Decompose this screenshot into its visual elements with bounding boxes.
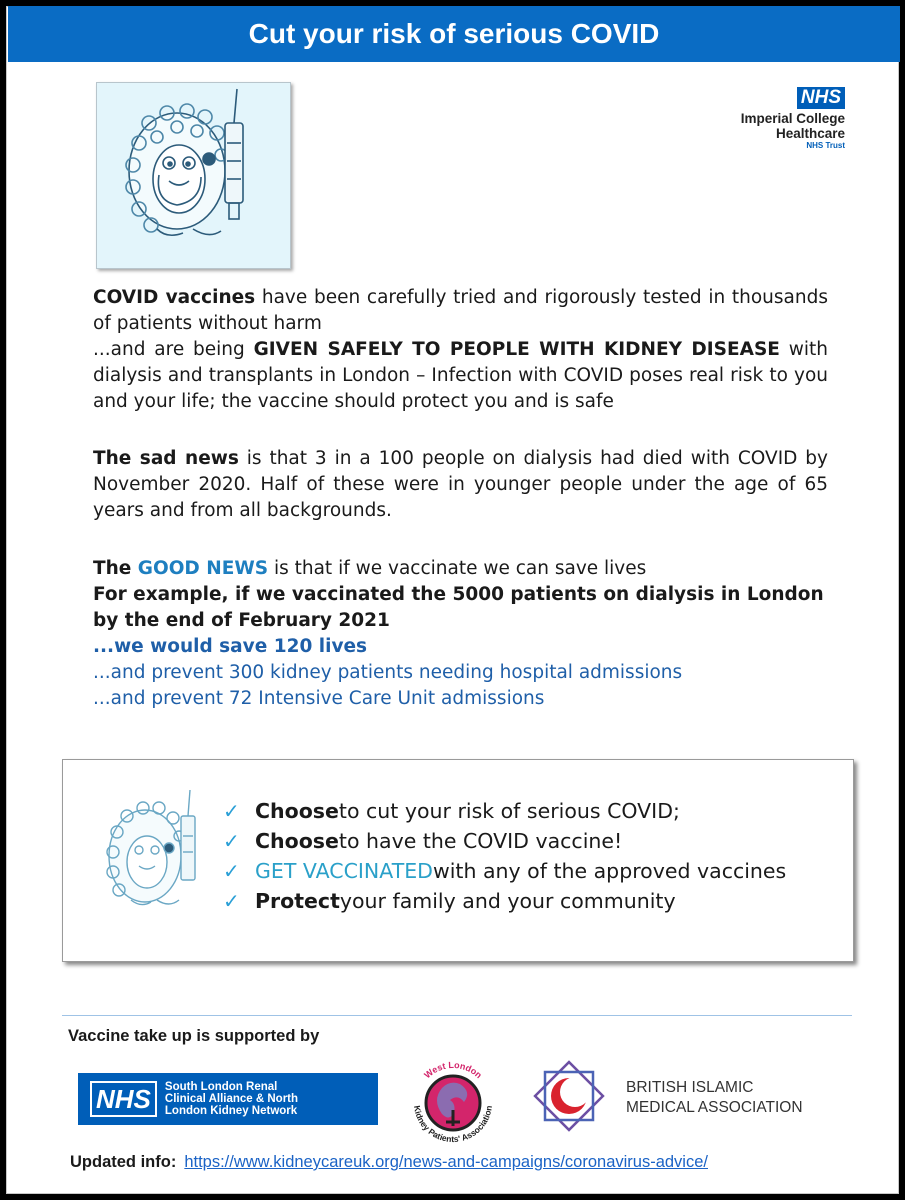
check-icon: ✓ [223, 829, 240, 853]
hedgehog-illustration [96, 82, 291, 269]
list-item: ✓ GET VACCINATED with any of the approved vaccines [223, 856, 786, 886]
updated-label: Updated info: [70, 1153, 177, 1171]
nhs-network-logo [78, 1073, 378, 1125]
bima-name: BRITISH ISLAMIC MEDICAL ASSOCIATION [626, 1079, 803, 1116]
hedgehog-small-icon [87, 786, 227, 936]
check-icon: ✓ [223, 859, 240, 883]
check-icon: ✓ [223, 799, 240, 823]
trust-label: NHS Trust [806, 141, 845, 150]
paragraph-good-news: The GOOD NEWS is that if we vaccinate we can save lives For example, if we vaccinated the 5000 patients on dialysis in London by the end of February 2021 ...we would save 120 lives ...and prevent 300 kidney patients needing hospital admissions ...and prevent 72 Intensive Care Unit admissions [93, 558, 824, 709]
divider [62, 1015, 852, 1016]
call-to-action-box [62, 759, 854, 962]
list-item: ✓ Protect your family and your community [223, 886, 786, 916]
paragraph-sad-news: The sad news is that 3 in a 100 people on dialysis had died with COVID by November 2020. Half of these were in younger people under the age of 65 years and from all backgrounds. [93, 448, 828, 521]
svg-text:West London: West London [422, 1059, 484, 1081]
kidneycare-link[interactable]: https://www.kidneycareuk.org/news-and-campaigns/coronavirus-advice/ [184, 1153, 708, 1171]
org-name: Imperial College Healthcare [740, 111, 845, 141]
kidney-logo-icon [402, 1052, 504, 1154]
kidney-patients-association-logo [402, 1052, 504, 1154]
page-title: Cut your risk of serious COVID [248, 18, 660, 49]
nhs-badge: NHS [90, 1081, 157, 1117]
imperial-nhs-logo [665, 87, 845, 150]
checklist [223, 796, 786, 916]
title-banner [8, 6, 900, 62]
list-item: ✓ Choose to cut your risk of serious COVID; [223, 796, 786, 826]
svg-text:Kidney Patients' Association: Kidney Patients' Association [412, 1104, 494, 1145]
nhs-badge: NHS [797, 87, 845, 109]
hedgehog-icon [97, 83, 290, 268]
updated-info [70, 1153, 708, 1172]
paragraph-vaccine-safety: COVID vaccines have been carefully tried and rigorously tested in thousands of patients without harm ...and are being GIVEN SAFELY TO PEOPLE WITH KIDNEY DISEASE with dialysis and transplants in London – Infection with COVID poses real risk to you and your life; the vaccine should protect you and is safe [93, 287, 828, 412]
network-name: South London Renal Clinical Alliance & North London Kidney Network [164, 1081, 299, 1117]
check-icon: ✓ [223, 889, 240, 913]
bima-logo [528, 1055, 610, 1137]
hedgehog-small-illustration [87, 786, 227, 936]
crescent-star-icon [528, 1055, 610, 1137]
list-item: ✓ Choose to have the COVID vaccine! [223, 826, 786, 856]
support-label: Vaccine take up is supported by [68, 1027, 320, 1045]
